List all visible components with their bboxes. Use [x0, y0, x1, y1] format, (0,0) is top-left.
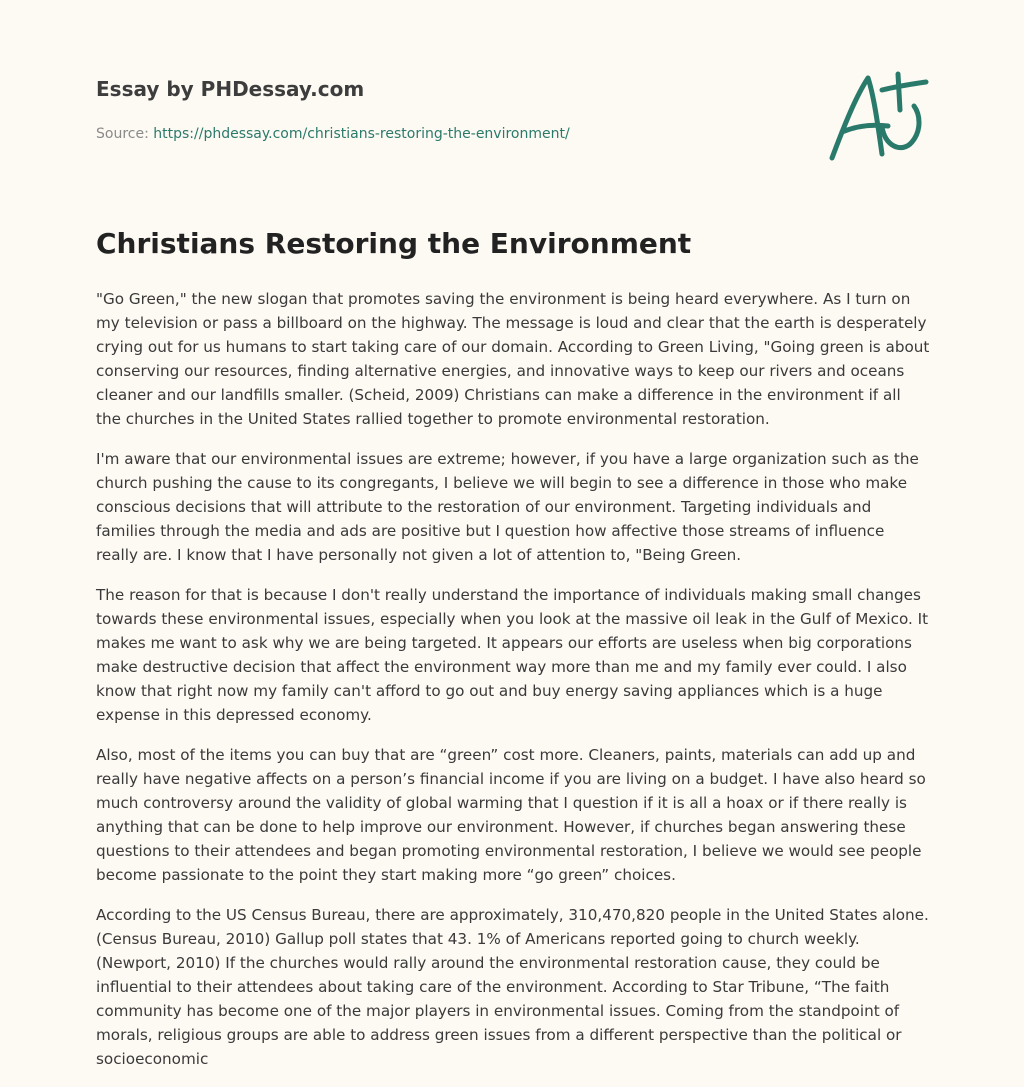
- paragraph: According to the US Census Bureau, there are approximately, 310,470,820 people in the United States alone. (Census Bureau, 2010) Gallup poll states that 43. 1% of Americans reported going to church weekly. (Newport, 2010) If the churches would rally around the environmental restoration cause, they could be influential to their attendees about taking care of the environment. According to Star Tribune, “The faith community has become one of the major players in environmental issues. Coming from the standpoint of morals, religious groups are able to address green issues from a different perspective than the political or socioeconomic: [96, 906, 929, 1068]
- article-body: [96, 287, 930, 1087]
- source-label: Source:: [96, 126, 149, 142]
- paragraph: "Go Green," the new slogan that promotes saving the environment is being heard everywhere. As I turn on my television or pass a billboard on the highway. The message is loud and clear that the earth is desperately crying out for us humans to start taking care of our domain. According to Green Living, "Going green is about conserving our resources, finding alternative energies, and innovative ways to keep our rivers and oceans cleaner and our landfills smaller. (Scheid, 2009) Christians can make a difference in the environment if all the churches in the United States rallied together to promote environmental restoration.: [96, 290, 930, 428]
- a-plus-logo-icon: [822, 66, 932, 166]
- paragraph: I'm aware that our environmental issues are extreme; however, if you have a large organization such as the church pushing the cause to its congregants, I believe we will begin to see a difference in those who make conscious decisions that will attribute to the restoration of our environment. Targeting individuals and families through the media and ads are positive but I question how affective those streams of influence really are. I know that I have personally not given a lot of attention to, "Being Green.: [96, 450, 919, 564]
- page-header: [96, 74, 796, 144]
- paragraph: Also, most of the items you can buy that are “green” cost more. Cleaners, paints, materials can add up and really have negative affects on a person’s financial income if you are living on a budget. I have also heard so much controversy around the validity of global warming that I question if it is all a hoax or if there really is anything that can be done to help improve our environment. However, if churches began answering these questions to their attendees and began promoting environmental restoration, I believe we would see people become passionate to the point they start making more “go green” choices.: [96, 746, 926, 884]
- site-brand: Essay by PHDessay.com: [96, 77, 365, 101]
- source-line: [96, 124, 796, 144]
- logo-text: A+: [822, 66, 824, 67]
- source-link[interactable]: https://phdessay.com/christians-restoring-the-environment/: [153, 126, 570, 142]
- article-title: Christians Restoring the Environment: [96, 227, 692, 260]
- paragraph: The reason for that is because I don't really understand the importance of individuals making small changes towards these environmental issues, especially when you look at the massive oil leak in the Gulf of Mexico. It makes me want to ask why we are being targeted. It appears our efforts are useless when big corporations make destructive decision that affect the environment way more than me and my family ever could. I also know that right now my family can't afford to go out and buy energy saving appliances which is a huge expense in this depressed economy.: [96, 586, 929, 724]
